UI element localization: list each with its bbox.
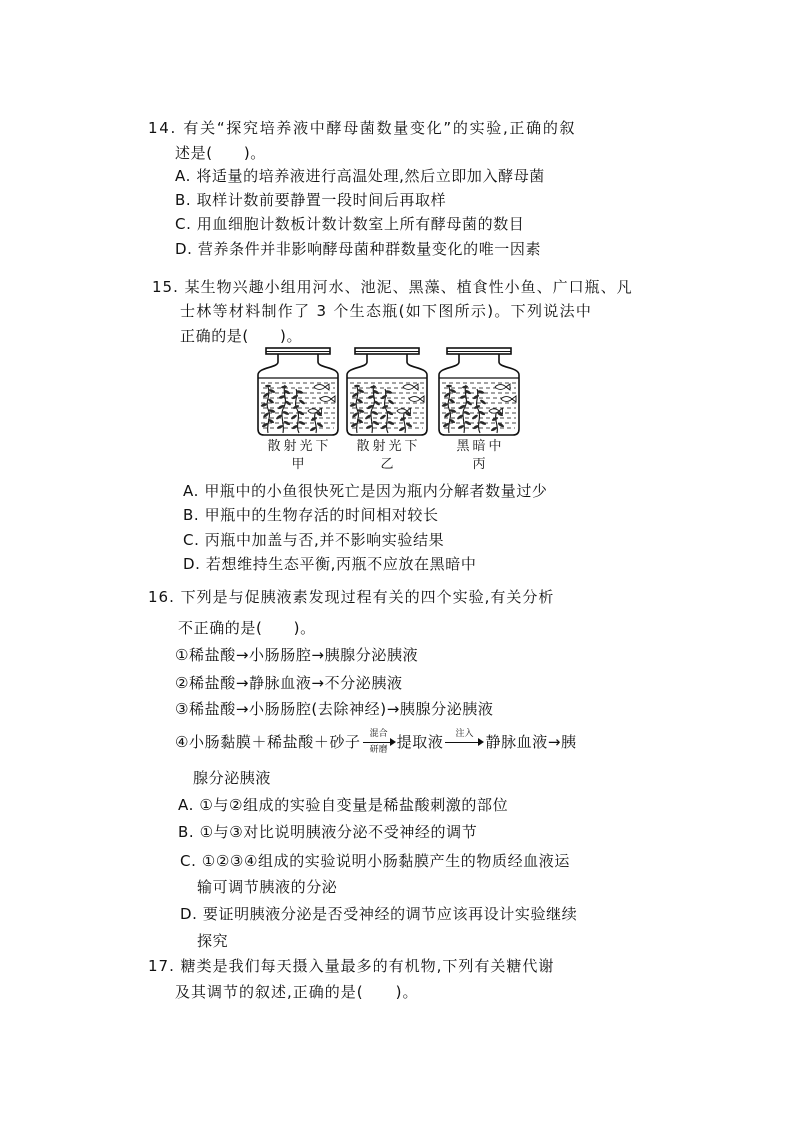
q16-experiment-2: ②稀盐酸→静脉血液→不分泌胰液: [175, 674, 403, 692]
jar-bing-condition: 黑暗中: [456, 439, 505, 454]
q15-stem-line3: 正确的是( )。: [180, 327, 303, 345]
q16-experiment-4: [175, 728, 577, 756]
q16-option-b: B. ①与③对比说明胰液分泌不受神经的调节: [178, 823, 478, 841]
jar-jia-condition: 散射光下: [267, 439, 332, 454]
q16-option-d-line1: D. 要证明胰液分泌是否受神经的调节应该再设计实验继续: [180, 905, 578, 923]
q16-option-a: A. ①与②组成的实验自变量是稀盐酸刺激的部位: [178, 796, 509, 814]
q16-experiment-4-end: 静脉血液→胰: [485, 733, 577, 751]
ecobottle-jia: [258, 348, 338, 435]
q16-experiment-1: ①稀盐酸→小肠肠腔→胰腺分泌胰液: [175, 646, 419, 664]
jar-bing-label: 丙: [472, 457, 489, 472]
q16-stem-line2: 不正确的是( )。: [178, 619, 316, 637]
q14-option-c: C. 用血细胞计数板计数计数室上所有酵母菌的数目: [175, 215, 525, 233]
q16-stem-line1: 16. 下列是与促胰液素发现过程有关的四个实验,有关分析: [148, 588, 555, 606]
q16-experiment-4-start: ④小肠黏膜＋稀盐酸＋砂子: [175, 733, 361, 751]
arrow-label-inject: 注入: [455, 729, 474, 739]
arrow-icon: [445, 742, 478, 743]
q14-option-d: D. 营养条件并非影响酵母菌种群数量变化的唯一因素: [175, 240, 542, 258]
q15-option-a: A. 甲瓶中的小鱼很快死亡是因为瓶内分解者数量过少: [183, 482, 548, 500]
q14-stem-line1: 14. 有关“探究培养液中酵母菌数量变化”的实验,正确的叙: [148, 119, 577, 137]
jar-yi-condition: 散射光下: [356, 439, 421, 454]
q16-option-c-line1: C. ①②③④组成的实验说明小肠黏膜产生的物质经血液运: [180, 852, 571, 870]
jar-yi-label: 乙: [380, 457, 397, 472]
q14-option-b: B. 取样计数前要静置一段时间后再取样: [175, 191, 447, 209]
jar-jia-label: 甲: [291, 457, 308, 472]
q14-stem-line2: 述是( )。: [175, 144, 266, 162]
ecobottle-figure: [250, 347, 530, 439]
q16-option-d-line2: 探究: [197, 932, 229, 950]
arrow-icon: [363, 742, 390, 743]
q16-experiment-3: ③稀盐酸→小肠肠腔(去除神经)→胰腺分泌胰液: [175, 700, 494, 718]
arrow-label-mix: 混合: [369, 729, 388, 739]
q16-experiment-4-continued: 腺分泌胰液: [193, 769, 272, 787]
mix-grind-arrow: [363, 728, 395, 756]
q15-option-d: D. 若想维持生态平衡,丙瓶不应放在黑暗中: [183, 555, 477, 573]
q17-stem-line2: 及其调节的叙述,正确的是( )。: [175, 983, 419, 1001]
q16-option-c-line2: 输可调节胰液的分泌: [197, 878, 338, 896]
q15-option-c: C. 丙瓶中加盖与否,并不影响实验结果: [183, 531, 445, 549]
arrow-label-grind: 研磨: [369, 745, 388, 755]
q15-stem-line2: 士林等材料制作了 3 个生态瓶(如下图所示)。下列说法中: [180, 302, 593, 320]
ecobottle-yi: [347, 348, 427, 435]
q15-option-b: B. 甲瓶中的生物存活的时间相对较长: [183, 506, 439, 524]
q17-stem-line1: 17. 糖类是我们每天摄入量最多的有机物,下列有关糖代谢: [148, 957, 555, 975]
q15-stem-line1: 15. 某生物兴趣小组用河水、池泥、黑藻、植食性小鱼、广口瓶、凡: [152, 278, 633, 296]
ecobottle-bing: [439, 348, 519, 435]
q14-option-a: A. 将适量的培养液进行高温处理,然后立即加入酵母菌: [175, 167, 545, 185]
q16-experiment-4-extract: 提取液: [396, 733, 444, 751]
inject-arrow: [445, 728, 483, 756]
